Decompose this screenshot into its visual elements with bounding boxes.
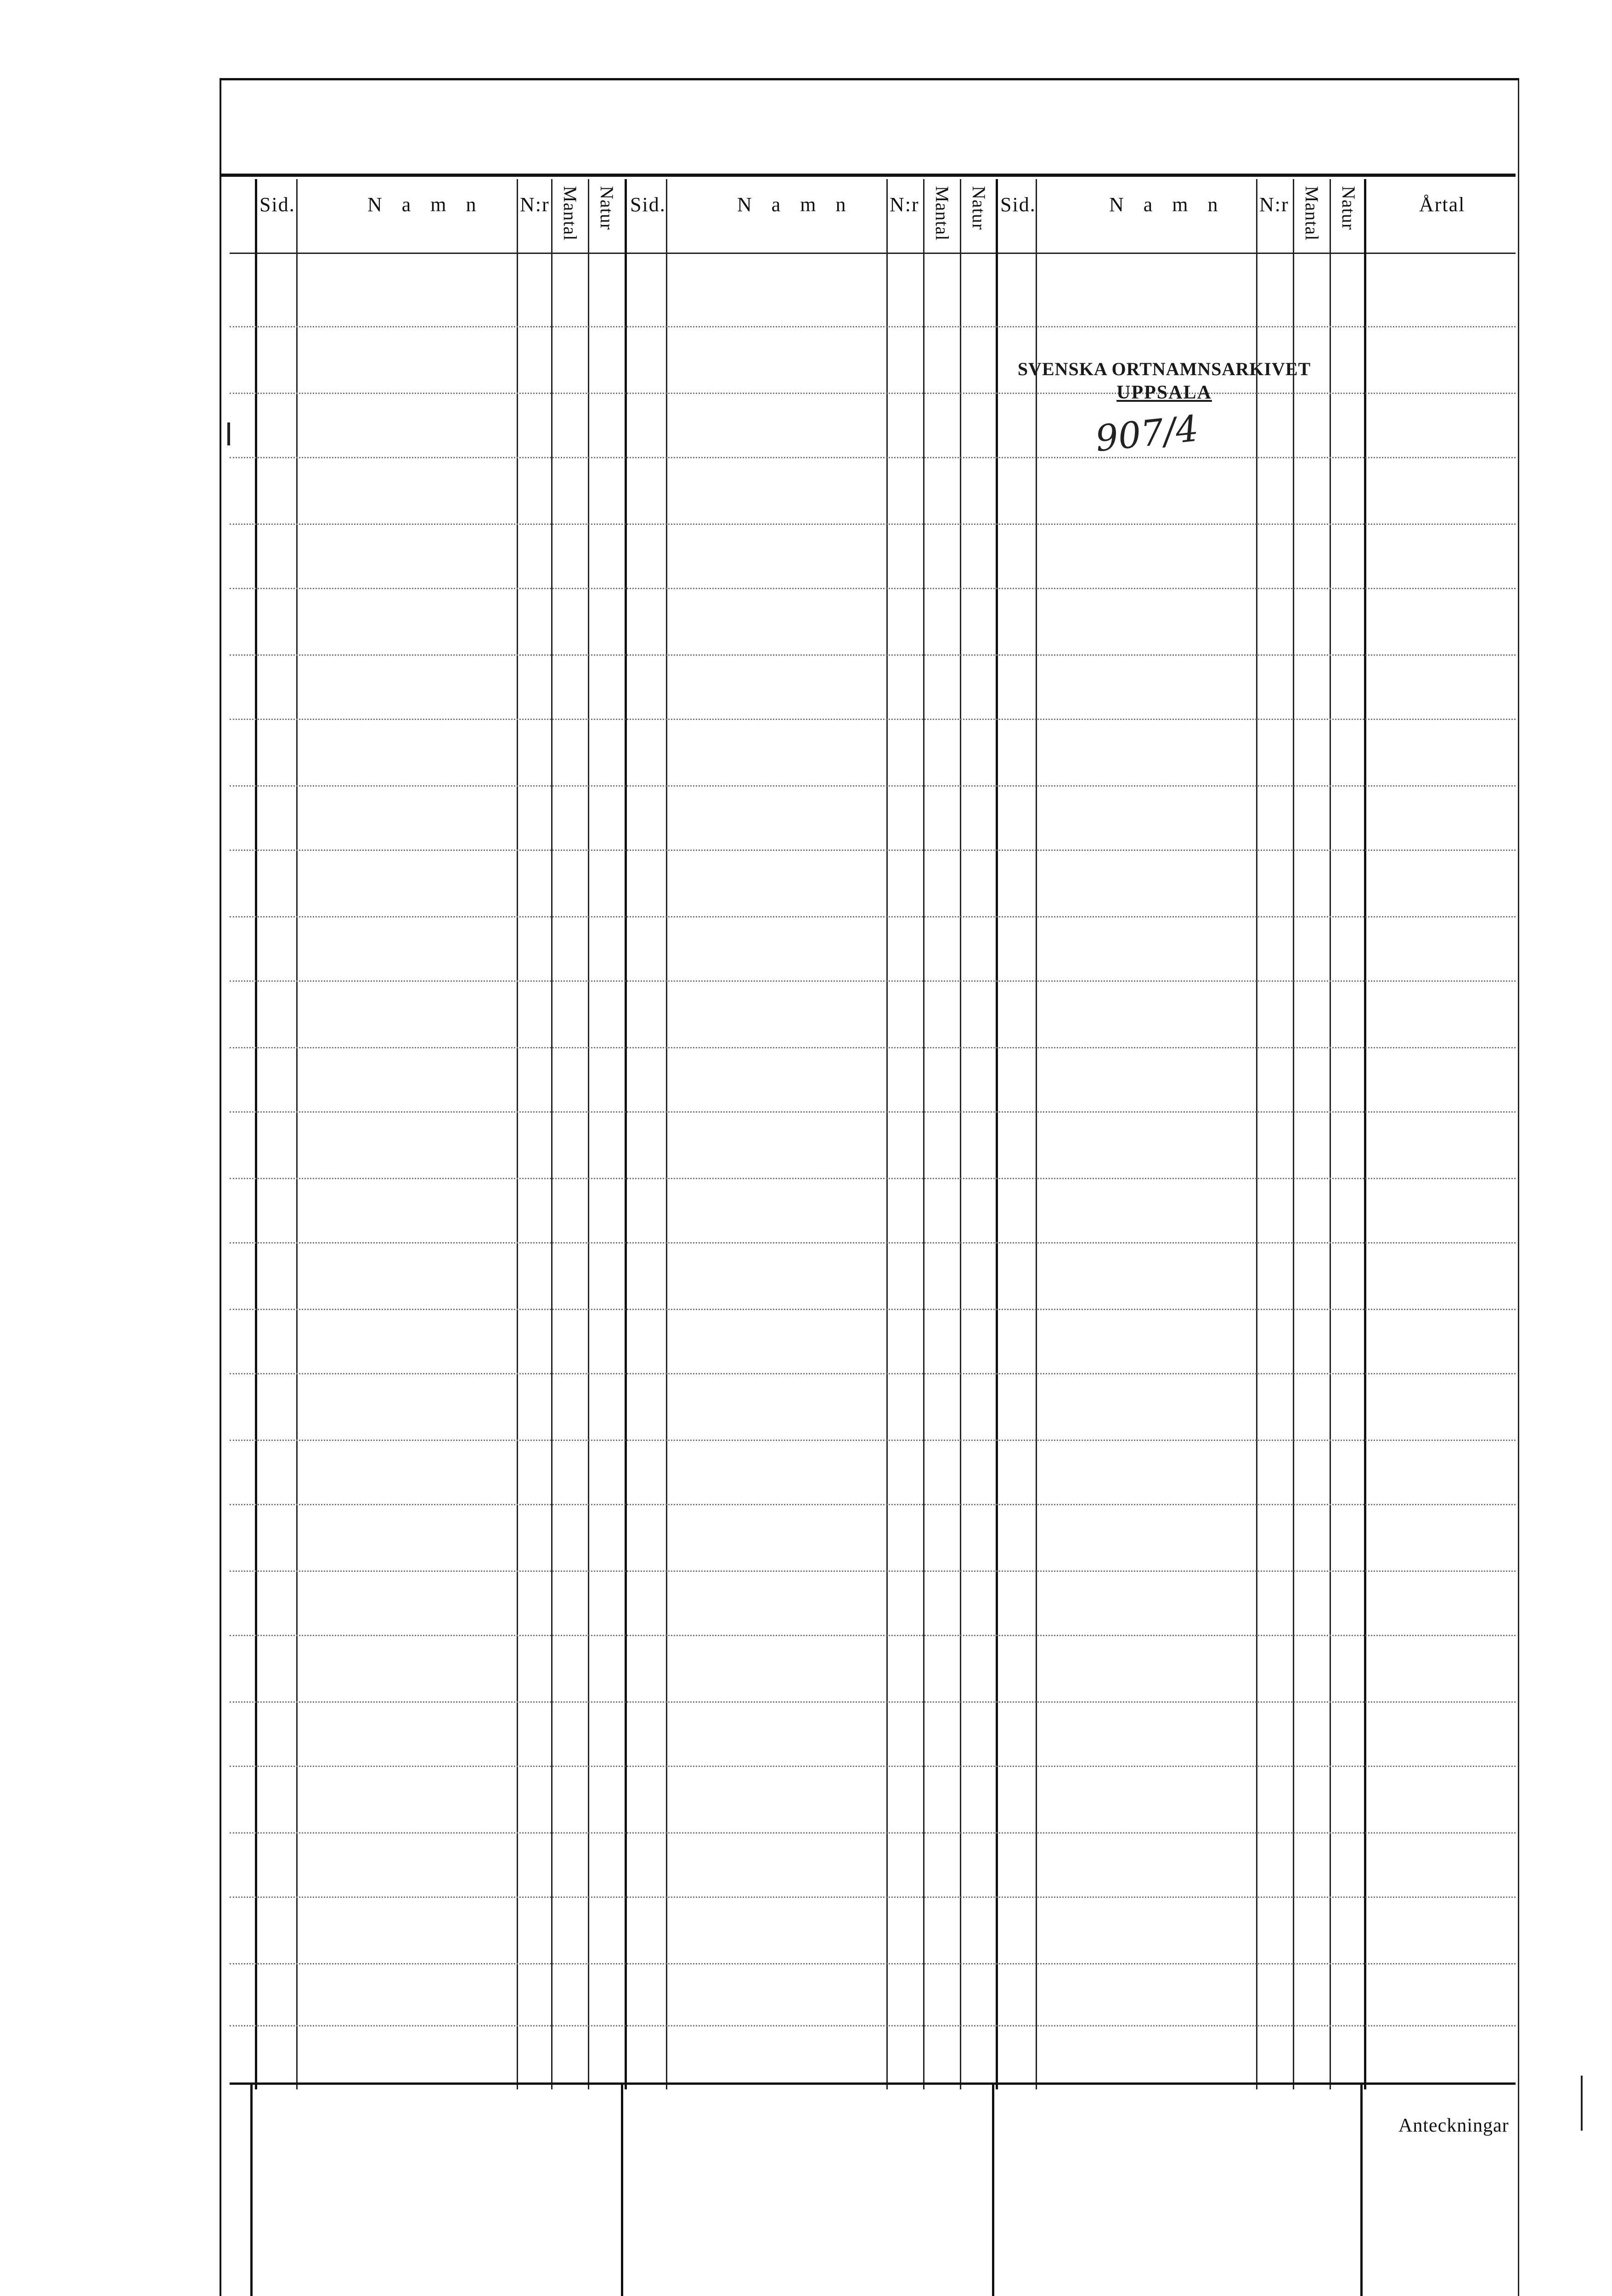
header-mantal: Mantal bbox=[1302, 186, 1322, 241]
scan-edge-mark bbox=[227, 422, 230, 445]
notes-divider bbox=[992, 2085, 994, 2296]
header-namn: N a m n bbox=[737, 193, 853, 216]
row-line bbox=[230, 785, 1516, 787]
column-divider bbox=[1036, 179, 1037, 2089]
row-line bbox=[230, 457, 1516, 458]
header-sid: Sid. bbox=[1000, 193, 1036, 216]
column-divider bbox=[588, 179, 589, 2089]
notes-divider bbox=[250, 2085, 253, 2296]
notes-divider bbox=[621, 2085, 623, 2296]
row-line bbox=[230, 1504, 1516, 1505]
row-line bbox=[230, 1373, 1516, 1374]
row-line bbox=[230, 393, 1516, 394]
header-natur: Natur bbox=[969, 186, 989, 231]
column-divider bbox=[1364, 179, 1366, 2089]
header-namn: N a m n bbox=[367, 193, 484, 216]
header-nr: N:r bbox=[890, 193, 919, 216]
stamp-line-2: UPPSALA bbox=[1116, 382, 1212, 403]
header-artal: Årtal bbox=[1419, 193, 1465, 216]
row-line bbox=[230, 1635, 1516, 1636]
column-divider bbox=[996, 179, 998, 2089]
header-natur: Natur bbox=[1338, 186, 1359, 231]
row-line bbox=[230, 1896, 1516, 1898]
column-divider bbox=[923, 179, 924, 2089]
scan-edge-mark bbox=[1581, 2076, 1583, 2131]
row-line bbox=[230, 1963, 1516, 1964]
column-divider bbox=[551, 179, 552, 2089]
row-line bbox=[230, 1440, 1516, 1441]
row-line bbox=[230, 850, 1516, 851]
row-line bbox=[230, 1111, 1516, 1113]
header-sid: Sid. bbox=[630, 193, 666, 216]
row-line bbox=[230, 916, 1516, 917]
row-line bbox=[230, 1570, 1516, 1572]
row-line bbox=[230, 326, 1516, 327]
column-divider bbox=[625, 179, 627, 2089]
handwritten-number: 907/4 bbox=[1093, 408, 1201, 460]
row-line bbox=[230, 1832, 1516, 1834]
header-mantal: Mantal bbox=[932, 186, 953, 241]
column-divider bbox=[255, 179, 257, 2089]
row-line bbox=[230, 1766, 1516, 1767]
stamp-line-1: SVENSKA ORTNAMNSARKIVET bbox=[1017, 359, 1311, 379]
column-divider bbox=[886, 179, 888, 2089]
row-line bbox=[230, 719, 1516, 720]
row-line bbox=[230, 523, 1516, 525]
column-divider bbox=[1256, 179, 1257, 2089]
row-line bbox=[230, 1309, 1516, 1310]
row-line bbox=[230, 980, 1516, 982]
row-line bbox=[230, 1178, 1516, 1179]
row-line bbox=[230, 654, 1516, 656]
column-divider bbox=[666, 179, 667, 2089]
header-namn: N a m n bbox=[1109, 193, 1225, 216]
column-divider bbox=[1330, 179, 1331, 2089]
header-nr: N:r bbox=[1259, 193, 1289, 216]
header-nr: N:r bbox=[520, 193, 550, 216]
row-line bbox=[230, 588, 1516, 589]
header-sid: Sid. bbox=[259, 193, 295, 216]
row-line bbox=[230, 2025, 1516, 2026]
row-line bbox=[230, 1047, 1516, 1048]
archive-stamp bbox=[1013, 358, 1316, 404]
header-natur: Natur bbox=[597, 186, 617, 231]
notes-divider bbox=[1360, 2085, 1363, 2296]
header-rule bbox=[230, 253, 1516, 254]
column-divider bbox=[1293, 179, 1294, 2089]
row-line bbox=[230, 1701, 1516, 1703]
top-heavy-rule bbox=[220, 174, 1516, 177]
row-line bbox=[230, 1242, 1516, 1244]
notes-label: Anteckningar bbox=[1398, 2115, 1509, 2136]
notes-rule bbox=[230, 2082, 1516, 2085]
column-divider bbox=[960, 179, 961, 2089]
column-divider bbox=[296, 179, 298, 2089]
header-mantal: Mantal bbox=[560, 186, 581, 241]
column-divider bbox=[517, 179, 518, 2089]
